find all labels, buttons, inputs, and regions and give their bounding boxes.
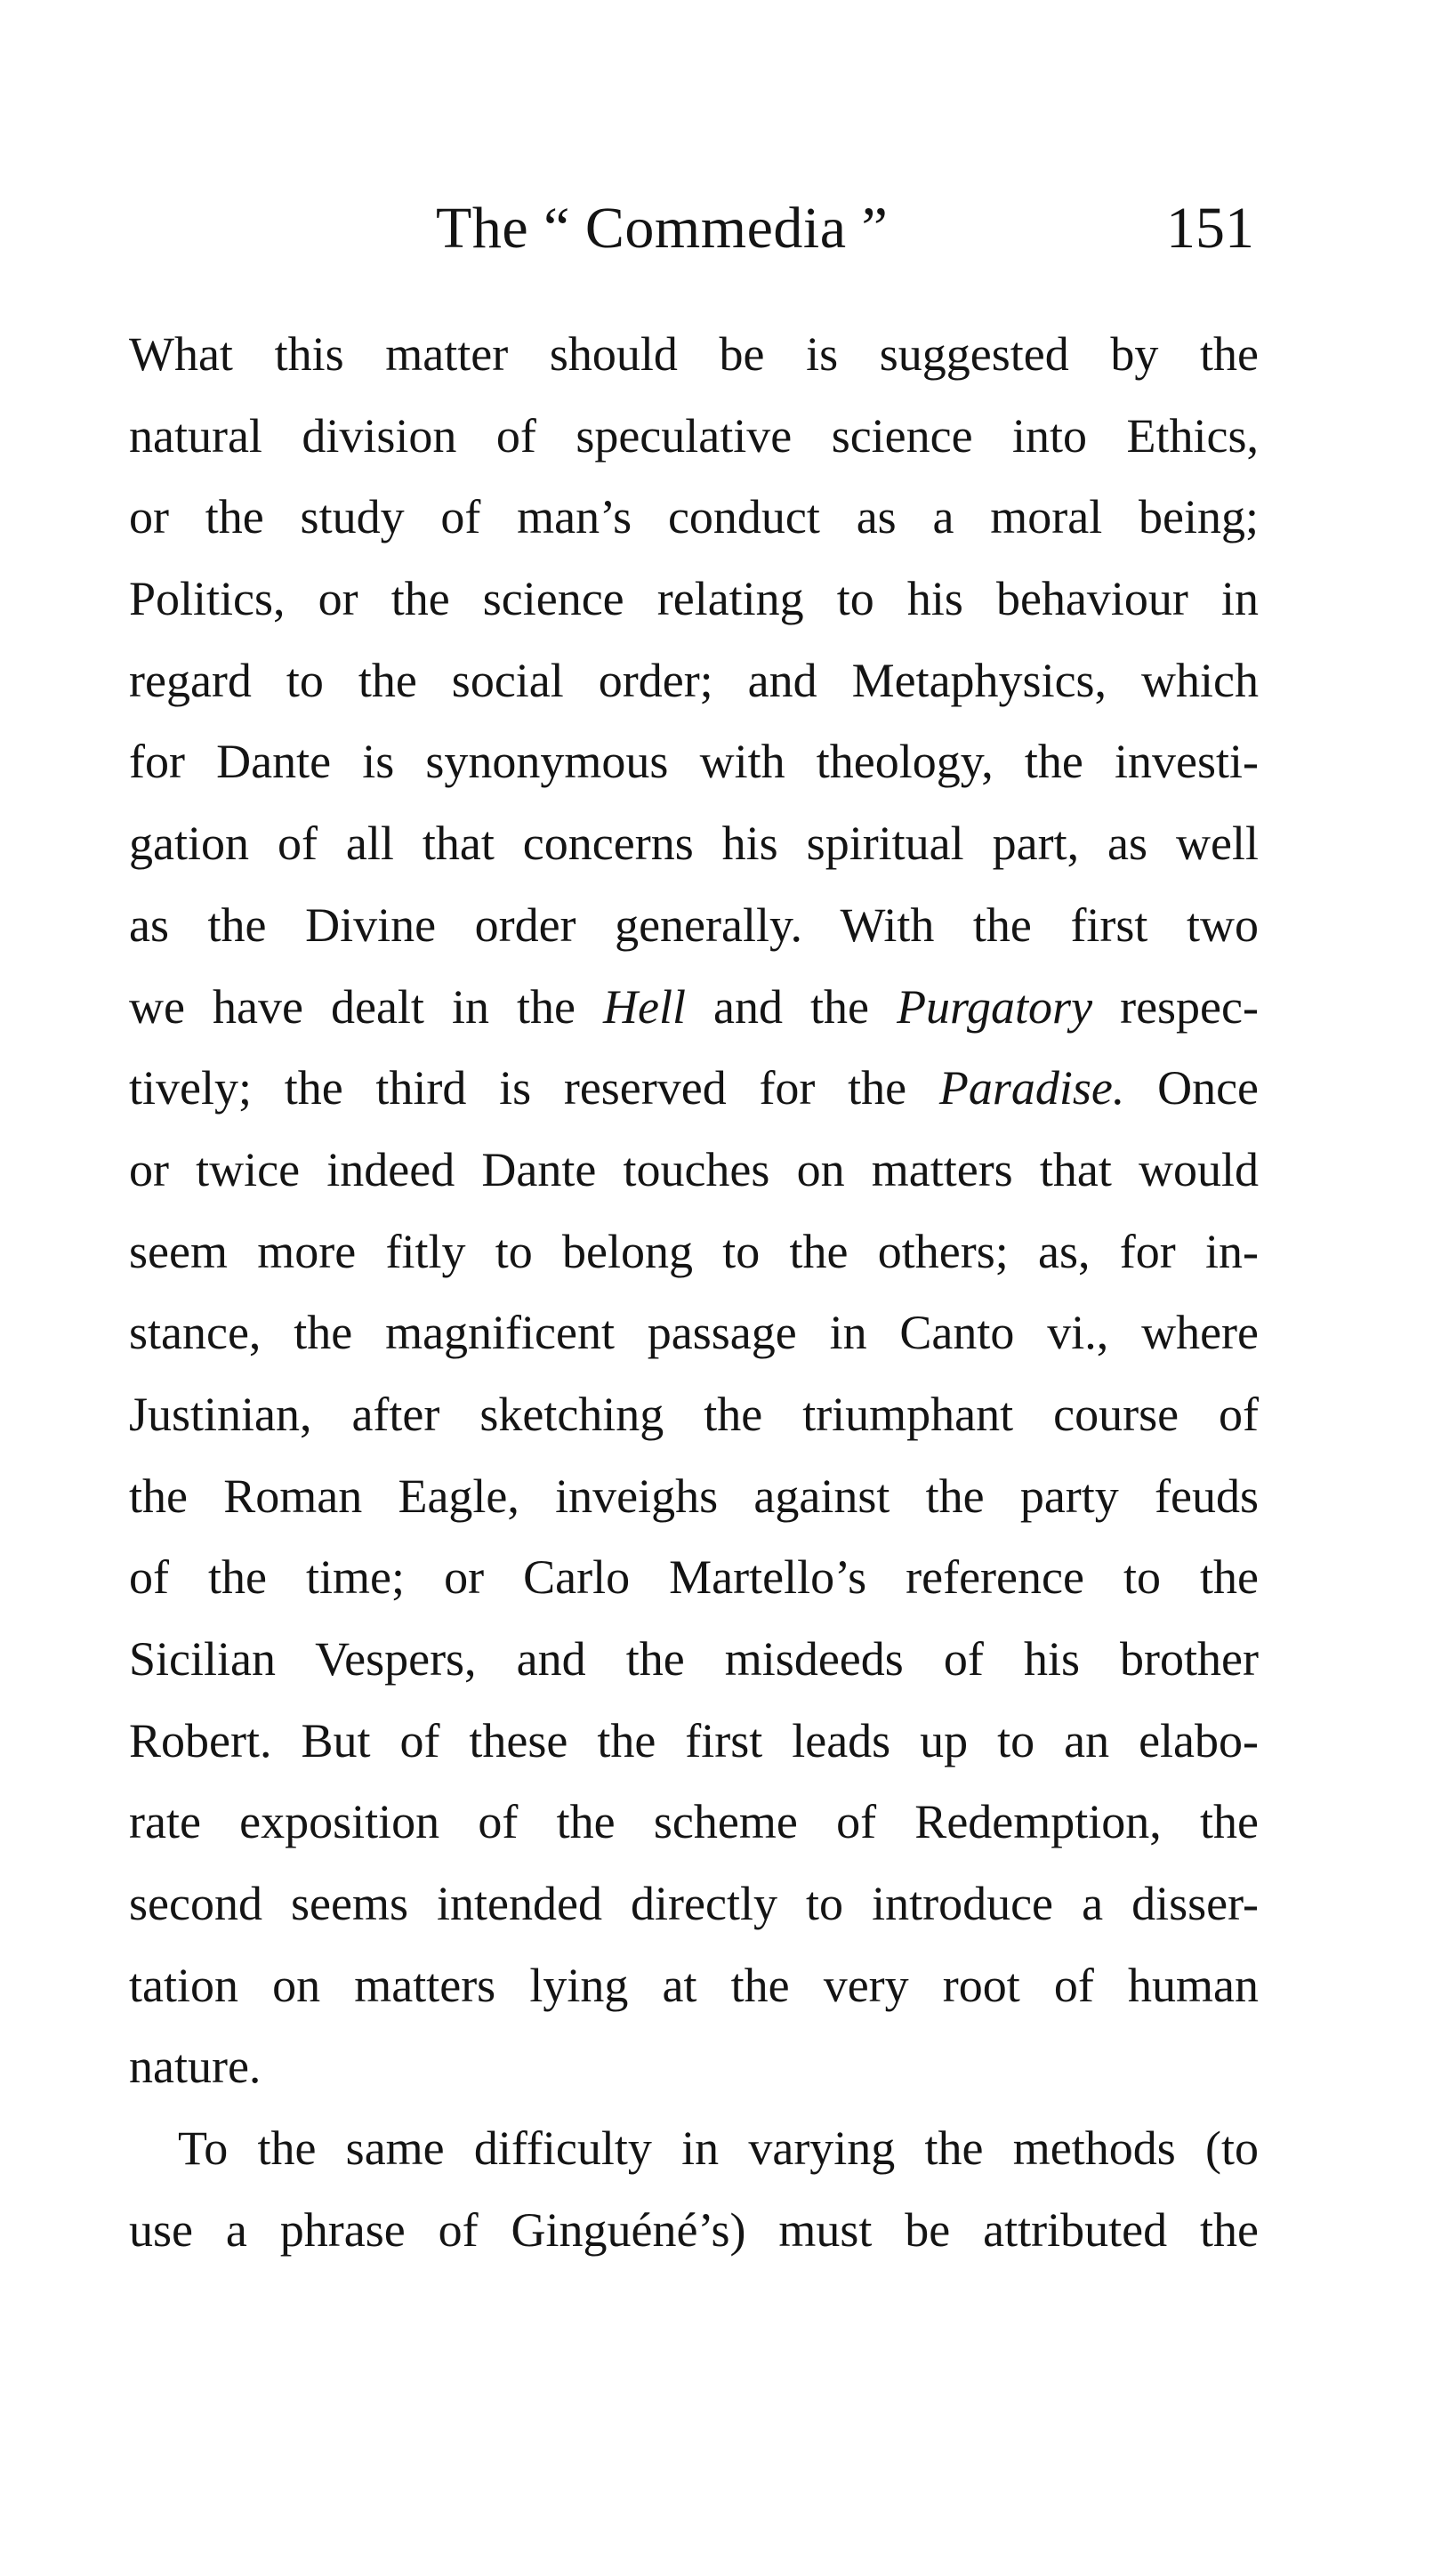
text-line	[129, 1701, 1259, 1783]
text-line	[129, 314, 1259, 396]
text-run: stance, the magnificent passage in Canto vi., where	[129, 1306, 1259, 1360]
text-line	[129, 803, 1259, 885]
text-line	[129, 721, 1259, 803]
text-line	[129, 1130, 1259, 1212]
text-line	[129, 396, 1259, 478]
text-run: Once	[1124, 1061, 1259, 1115]
text-run: Robert. But of these the first leads up to an elabo-	[129, 1713, 1259, 1767]
text-line	[129, 2190, 1259, 2272]
text-line	[129, 1864, 1259, 1945]
page-number: 151	[1166, 196, 1254, 261]
text-run: use a phrase of Ginguéné’s) must be attributed the	[129, 2202, 1259, 2257]
text-run: tation on matters lying at the very root of human	[129, 1958, 1259, 2012]
text-run: regard to the social order; and Metaphysics, which	[129, 653, 1259, 707]
text-line	[129, 885, 1259, 967]
text-run: Sicilian Vespers, and the misdeeds of his brother	[129, 1632, 1259, 1686]
paragraph	[129, 314, 1259, 2108]
text-run: What this matter should be is suggested by the	[129, 327, 1259, 381]
text-line	[129, 1456, 1259, 1538]
text-run: Justinian, after sketching the triumphant course of	[129, 1387, 1259, 1441]
text-line	[129, 967, 1259, 1049]
body-text	[129, 314, 1259, 2272]
text-run: or the study of man’s conduct as a moral being;	[129, 490, 1259, 544]
text-line	[129, 1945, 1259, 2027]
text-line	[129, 559, 1259, 640]
italic-title: Purgatory	[897, 979, 1093, 1034]
text-line	[129, 1212, 1259, 1293]
text-run: Politics, or the science relating to his behaviour in	[129, 572, 1259, 626]
text-run: seem more fitly to belong to the others; as, for in-	[129, 1224, 1259, 1278]
text-run: natural division of speculative science into Ethics,	[129, 408, 1259, 463]
text-run: for Dante is synonymous with theology, the investi-	[129, 735, 1259, 789]
text-line	[129, 2026, 1259, 2108]
text-line	[129, 640, 1259, 722]
running-title: The “ Commedia ”	[436, 196, 889, 261]
text-run: or twice indeed Dante touches on matters that would	[129, 1142, 1259, 1196]
text-run: respec-	[1092, 979, 1259, 1034]
text-run: nature.	[129, 2040, 262, 2094]
text-run: of the time; or Carlo Martello’s reference to the	[129, 1550, 1259, 1605]
italic-title: Paradise.	[938, 1061, 1125, 1115]
text-run: second seems intended directly to introduce a disser-	[129, 1877, 1259, 1931]
text-run: gation of all that concerns his spiritual part, as well	[129, 817, 1259, 871]
text-run: tively; the third is reserved for the	[129, 1061, 939, 1115]
paragraph	[129, 2108, 1259, 2271]
text-line	[129, 1782, 1259, 1864]
text-line	[129, 1619, 1259, 1701]
text-line	[129, 1292, 1259, 1374]
text-run: and the	[686, 979, 898, 1034]
text-line	[129, 1374, 1259, 1456]
text-run: the Roman Eagle, inveighs against the party feuds	[129, 1469, 1259, 1523]
text-line	[129, 1048, 1259, 1130]
text-run: as the Divine order generally. With the first two	[129, 898, 1259, 952]
text-line	[129, 2108, 1259, 2190]
text-run: To the same difficulty in varying the methods (to	[178, 2121, 1259, 2176]
text-line	[129, 1537, 1259, 1619]
text-run: we have dealt in the	[129, 979, 604, 1034]
text-line	[129, 477, 1259, 559]
italic-title: Hell	[603, 979, 686, 1034]
text-run: rate exposition of the scheme of Redemption, the	[129, 1795, 1259, 1849]
running-head	[436, 189, 1254, 269]
